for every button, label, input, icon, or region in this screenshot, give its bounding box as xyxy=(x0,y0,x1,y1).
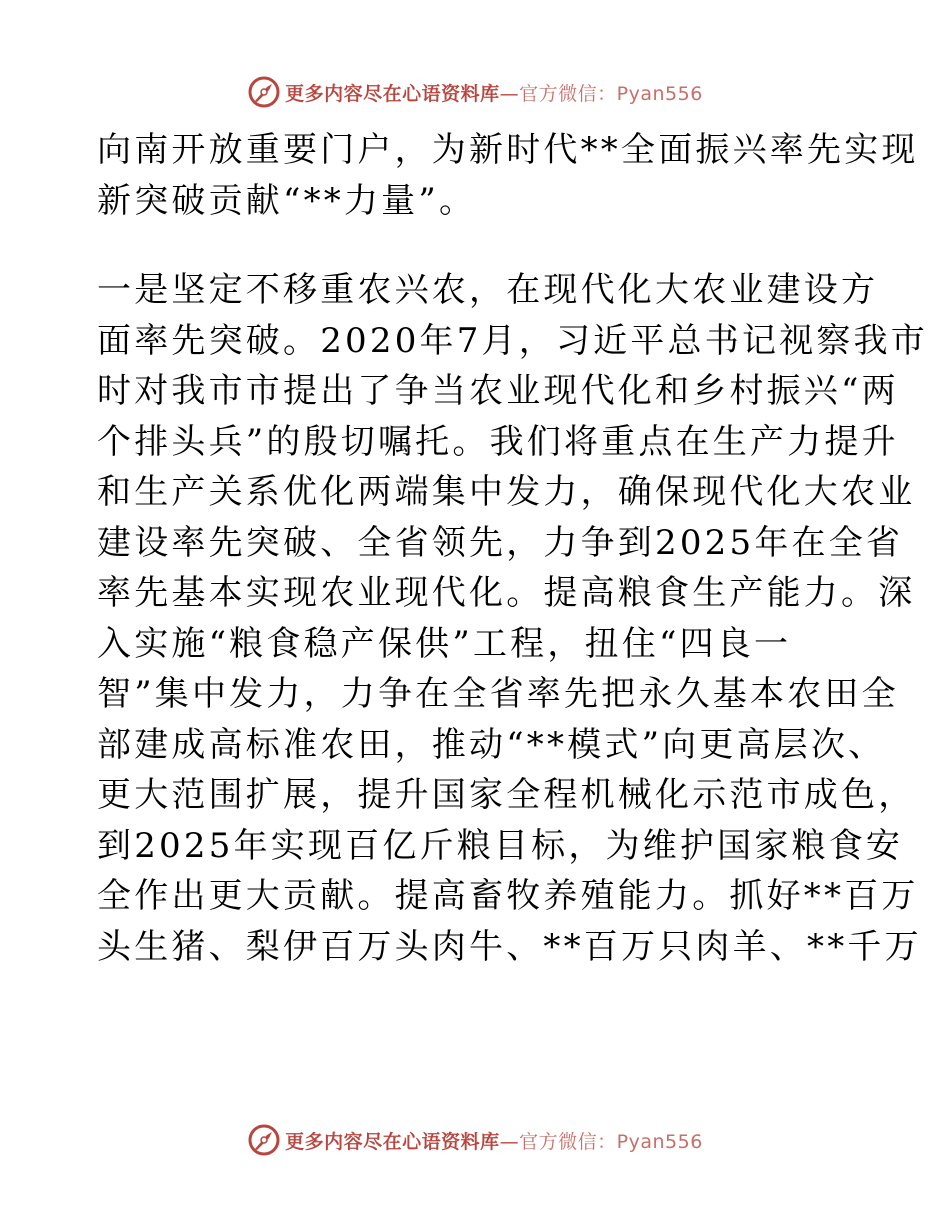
watermark-contact-text: 官方微信：Pyan556 xyxy=(519,82,703,105)
header-watermark xyxy=(0,72,950,112)
text-line: 入实施“粮食稳产保供”工程，扭住“四良一 xyxy=(97,623,792,664)
text-line: 向南开放重要门户，为新时代**全面振兴率先实现 xyxy=(97,130,919,170)
watermark-separator: — xyxy=(499,1130,520,1153)
document-body xyxy=(97,125,928,972)
text-line: 个排头兵”的殷切嘱托。我们将重点在生产力提升 xyxy=(97,421,899,462)
watermark-main-text: 更多内容尽在心语资料库 xyxy=(285,1130,500,1153)
text-line: 头生猪、梨伊百万头肉牛、**百万只肉羊、**千万 xyxy=(97,926,922,967)
text-line: 部建成高标准农田，推动“**模式”向更高层次、 xyxy=(97,724,886,765)
paragraph xyxy=(97,265,928,972)
text-line: 建设率先突破、全省领先，力争到2025年在全省 xyxy=(97,522,904,563)
text-line: 面率先突破。2020年7月，习近平总书记视察我市 xyxy=(97,320,928,361)
text-line: 时对我市市提出了争当农业现代化和乡村振兴“两 xyxy=(97,371,899,411)
text-line: 率先基本实现农业现代化。提高粮食生产能力。深 xyxy=(97,573,916,613)
text-line: 一是坚定不移重农兴农，在现代化大农业建设方 xyxy=(97,270,879,310)
footer-watermark xyxy=(0,1120,950,1160)
watermark-separator: — xyxy=(499,82,520,105)
pen-logo-icon xyxy=(247,1123,281,1157)
text-line: 全作出更大贡献。提高畜牧养殖能力。抓好**百万 xyxy=(97,876,919,916)
paragraph-gap xyxy=(97,226,857,265)
text-line: 新突破贡献“**力量”。 xyxy=(97,180,477,221)
text-line: 和生产关系优化两端集中发力，确保现代化大农业 xyxy=(97,472,916,512)
watermark-main-text: 更多内容尽在心语资料库 xyxy=(285,82,500,105)
watermark-contact-text: 官方微信：Pyan556 xyxy=(519,1130,703,1153)
paragraph xyxy=(97,125,919,226)
pen-logo-icon xyxy=(247,75,281,109)
text-line: 智”集中发力，力争在全省率先把永久基本农田全 xyxy=(97,674,899,714)
text-line: 到2025年实现百亿斤粮目标，为维护国家粮食安 xyxy=(97,825,904,866)
text-line: 更大范围扩展，提升国家全程机械化示范市成色， xyxy=(97,775,916,815)
